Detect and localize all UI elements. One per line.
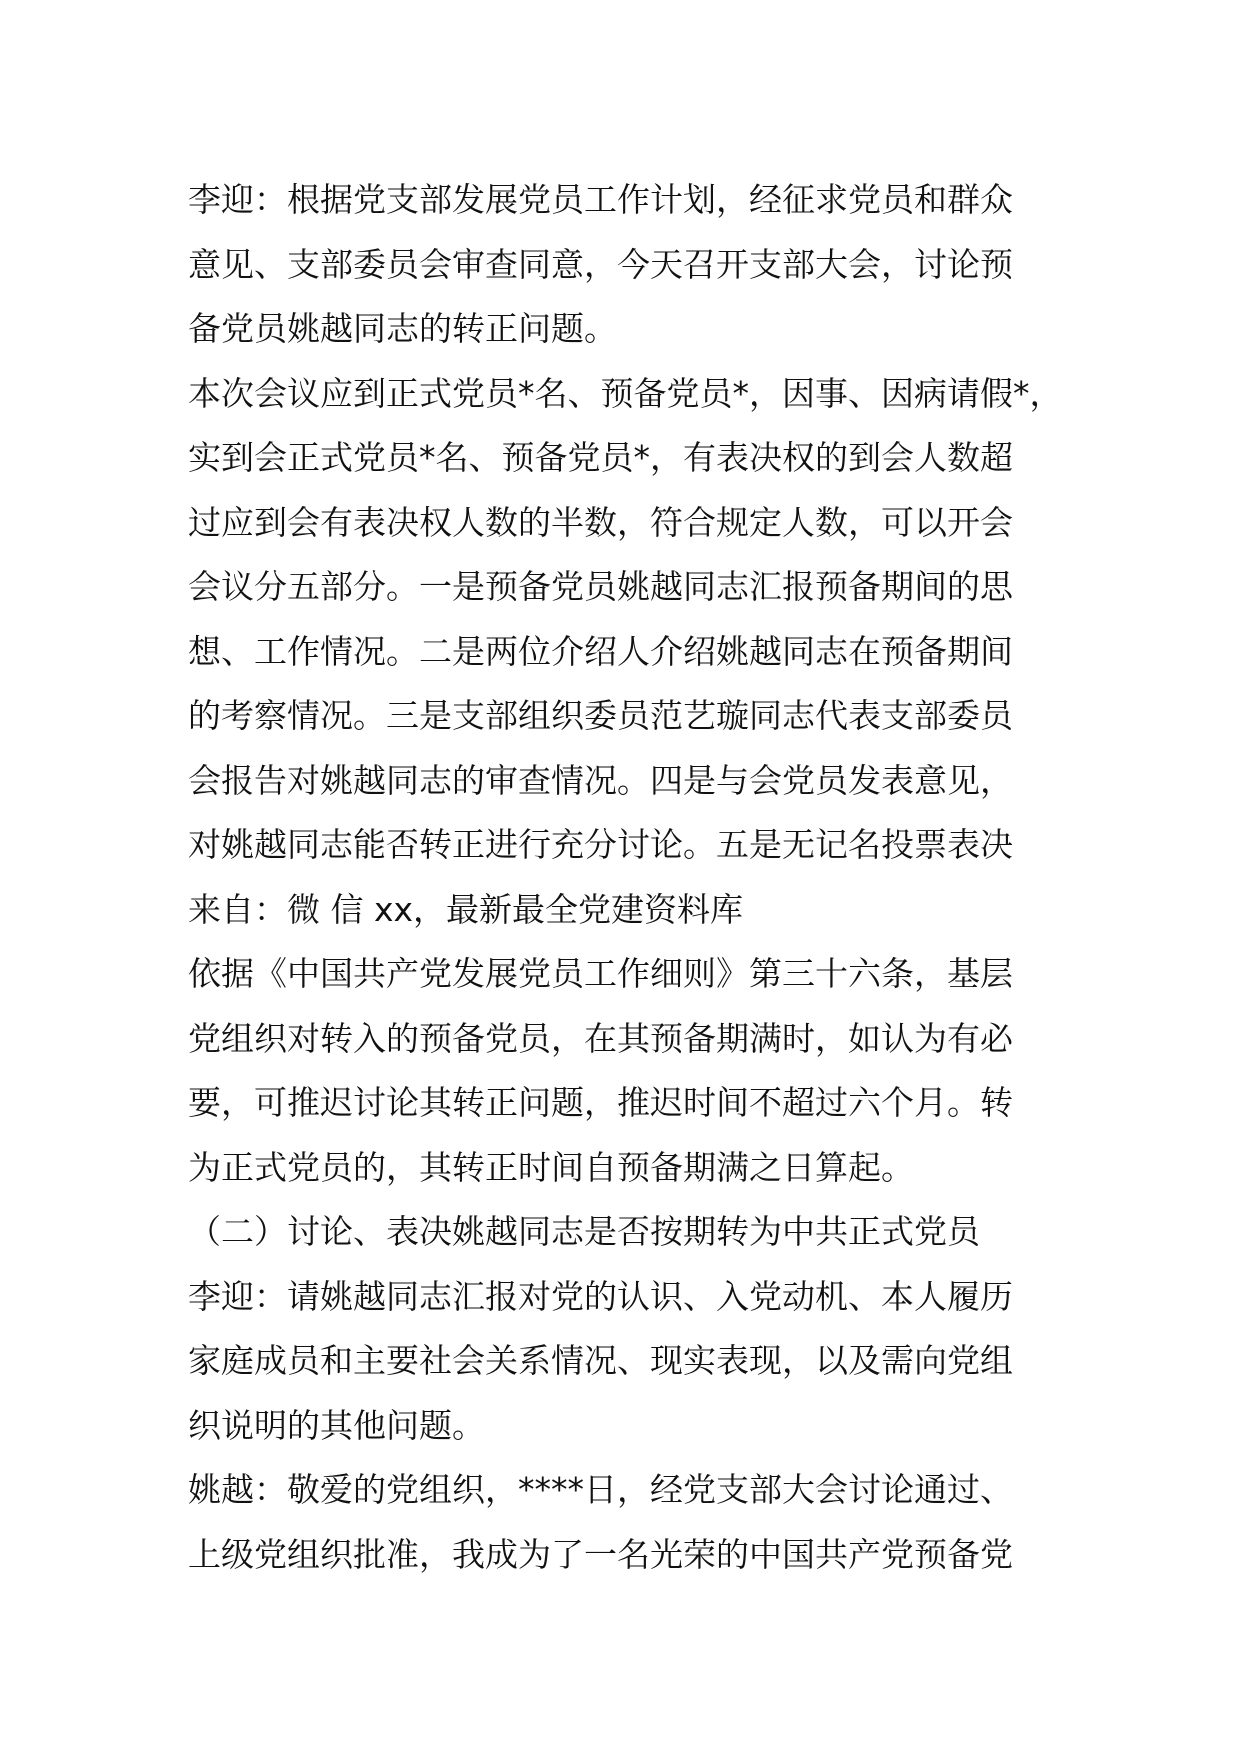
text-line: 本次会议应到正式党员*名、预备党员*，因事、因病请假*， [188,373,1063,413]
text-line: 姚越：敬爱的党组织，****日，经党支部大会讨论通过、 [188,1470,1013,1509]
source-line: 来自：微 信 xx，最新最全党建资料库 [188,889,744,929]
document-body [188,168,1088,1587]
text-line: 实到会正式党员*名、预备党员*，有表决权的到会人数超 [188,438,1013,477]
text-line: 过应到会有表决权人数的半数，符合规定人数，可以开会 [188,502,1013,542]
text-line: 会报告对姚越同志的审查情况。四是与会党员发表意见， [188,760,1013,800]
text-line: 备党员姚越同志的转正问题。 [188,309,617,348]
text-line: 家庭成员和主要社会关系情况、现实表现，以及需向党组 [188,1341,1013,1380]
text-line: 的考察情况。三是支部组织委员范艺璇同志代表支部委员 [188,696,1013,735]
text-line: 要，可推迟讨论其转正问题，推迟时间不超过六个月。转 [188,1083,1013,1122]
text-line: 对姚越同志能否转正进行充分讨论。五是无记名投票表决 [188,825,1013,864]
text-line: 织说明的其他问题。 [188,1405,485,1445]
text-line: 李迎：根据党支部发展党员工作计划，经征求党员和群众 [188,180,1013,219]
text-line: 上级党组织批准，我成为了一名光荣的中国共产党预备党 [188,1534,1013,1574]
text-line: 依据《中国共产党发展党员工作细则》第三十六条，基层 [188,954,1013,993]
text-line: 李迎：请姚越同志汇报对党的认识、入党动机、本人履历 [188,1276,1013,1316]
text-line: 会议分五部分。一是预备党员姚越同志汇报预备期间的思 [188,567,1013,606]
text-line: 党组织对转入的预备党员，在其预备期满时，如认为有必 [188,1018,1013,1058]
text-line: 想、工作情况。二是两位介绍人介绍姚越同志在预备期间 [188,631,1013,671]
text-line: 为正式党员的，其转正时间自预备期满之日算起。 [188,1147,914,1187]
section-heading: （二）讨论、表决姚越同志是否按期转为中共正式党员 [188,1212,980,1251]
text-line: 意见、支部委员会审查同意，今天召开支部大会，讨论预 [188,244,1013,284]
